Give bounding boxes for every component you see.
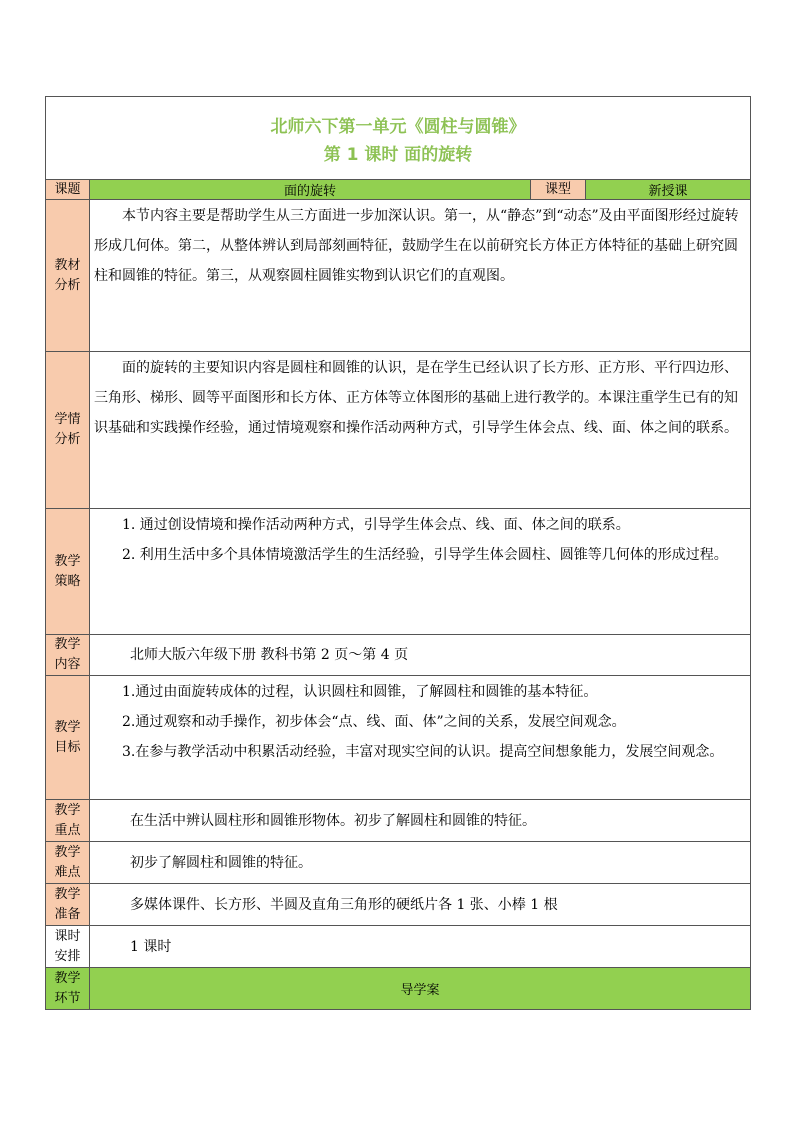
teaching-goals-row [46, 676, 751, 800]
key-points-value: 在生活中辨认圆柱形和圆锥形物体。初步了解圆柱和圆锥的特征。 [90, 800, 751, 842]
label-line: 安排 [54, 948, 81, 964]
lesson-plan-document [45, 96, 750, 1010]
label-line: 教学 [54, 844, 81, 860]
paragraph: 面的旋转的主要知识内容是圆柱和圆锥的认识，是在学生已经认识了长方形、正方形、平行四边形、三角形、梯形、圆等平面图形和长方体、正方体等立体图形的基础上进行教学的。本课注重学生已有的知识基础和实践操作经验，通过情境观察和操作活动两种方式，引导学生体会点、线、面、体之间的联系。 [94, 360, 738, 436]
preparation-value: 多媒体课件、长方形、半圆及直角三角形的硬纸片各 1 张、小棒 1 根 [90, 884, 751, 926]
label-line: 教学 [54, 637, 81, 652]
schedule-value: 1 课时 [90, 926, 751, 968]
label-line: 教材 [54, 257, 81, 273]
title-row [46, 97, 751, 180]
label-line: 环节 [54, 990, 81, 1006]
schedule-label [46, 926, 90, 968]
label-line: 教学 [54, 802, 81, 818]
label-line: 教学 [54, 970, 81, 986]
paragraph: 3.在参与教学活动中积累活动经验，丰富对现实空间的认识。提高空间想象能力，发展空间观念。 [122, 744, 724, 760]
teaching-goals-content [90, 676, 751, 800]
preparation-label [46, 884, 90, 926]
paragraph: 1. 通过创设情境和操作活动两种方式，引导学生体会点、线、面、体之间的联系。 [122, 517, 630, 533]
textbook-analysis-row [46, 200, 751, 352]
topic-value: 面的旋转 [90, 180, 531, 200]
label-line: 目标 [54, 739, 81, 755]
difficulties-label [46, 842, 90, 884]
topic-row [46, 180, 751, 200]
paragraph: 2.通过观察和动手操作，初步体会“点、线、面、体”之间的关系，发展空间观念。 [122, 714, 626, 730]
preparation-row [46, 884, 751, 926]
difficulties-row [46, 842, 751, 884]
textbook-analysis-label [46, 200, 90, 352]
lesson-type-label: 课型 [531, 180, 586, 200]
label-line: 分析 [54, 277, 81, 293]
label-line: 准备 [54, 906, 81, 922]
label-line: 课时 [54, 928, 81, 944]
textbook-analysis-content [90, 200, 751, 352]
label-line: 学情 [54, 412, 81, 427]
label-line: 分析 [54, 432, 81, 447]
student-analysis-label [46, 352, 90, 509]
teaching-steps-value: 导学案 [90, 968, 751, 1010]
teaching-steps-label [46, 968, 90, 1010]
paragraph: 2. 利用生活中多个具体情境激活学生的生活经验，引导学生体会圆柱、圆锥等几何体的形成过程。 [122, 547, 728, 563]
teaching-content-row [46, 635, 751, 676]
student-analysis-row [46, 352, 751, 509]
key-points-row [46, 800, 751, 842]
teaching-content-label [46, 635, 90, 676]
teaching-goals-label [46, 676, 90, 800]
label-line: 策略 [54, 573, 81, 589]
schedule-row [46, 926, 751, 968]
document-title: 北师六下第一单元《圆柱与圆锥》 [270, 117, 526, 137]
lesson-type-value: 新授课 [586, 180, 751, 200]
lesson-plan-table [45, 96, 751, 1010]
teaching-strategy-label [46, 509, 90, 635]
student-analysis-content [90, 352, 751, 509]
topic-label: 课题 [46, 180, 90, 200]
paragraph: 本节内容主要是帮助学生从三方面进一步加深认识。第一，从“静态”到“动态”及由平面图形经过旋转形成几何体。第二，从整体辨认到局部刻画特征，鼓励学生在以前研究长方体正方体特征的基础上研究圆柱和圆锥的特征。第三，从观察圆柱圆锥实物到认识它们的直观图。 [94, 208, 739, 284]
difficulties-value: 初步了解圆柱和圆锥的特征。 [90, 842, 751, 884]
title-cell [46, 97, 751, 180]
teaching-content-value: 北师大版六年级下册 教科书第 2 页～第 4 页 [90, 635, 751, 676]
label-line: 教学 [54, 886, 81, 902]
lesson-subtitle: 第 1 课时 面的旋转 [323, 145, 473, 165]
key-points-label [46, 800, 90, 842]
label-line: 教学 [54, 553, 81, 569]
label-line: 重点 [54, 822, 81, 838]
teaching-strategy-row [46, 509, 751, 635]
label-line: 教学 [54, 719, 81, 735]
label-line: 难点 [54, 864, 81, 880]
label-line: 内容 [54, 657, 81, 672]
paragraph: 1.通过由面旋转成体的过程，认识圆柱和圆锥，了解圆柱和圆锥的基本特征。 [122, 684, 598, 700]
teaching-strategy-content [90, 509, 751, 635]
teaching-steps-row [46, 968, 751, 1010]
